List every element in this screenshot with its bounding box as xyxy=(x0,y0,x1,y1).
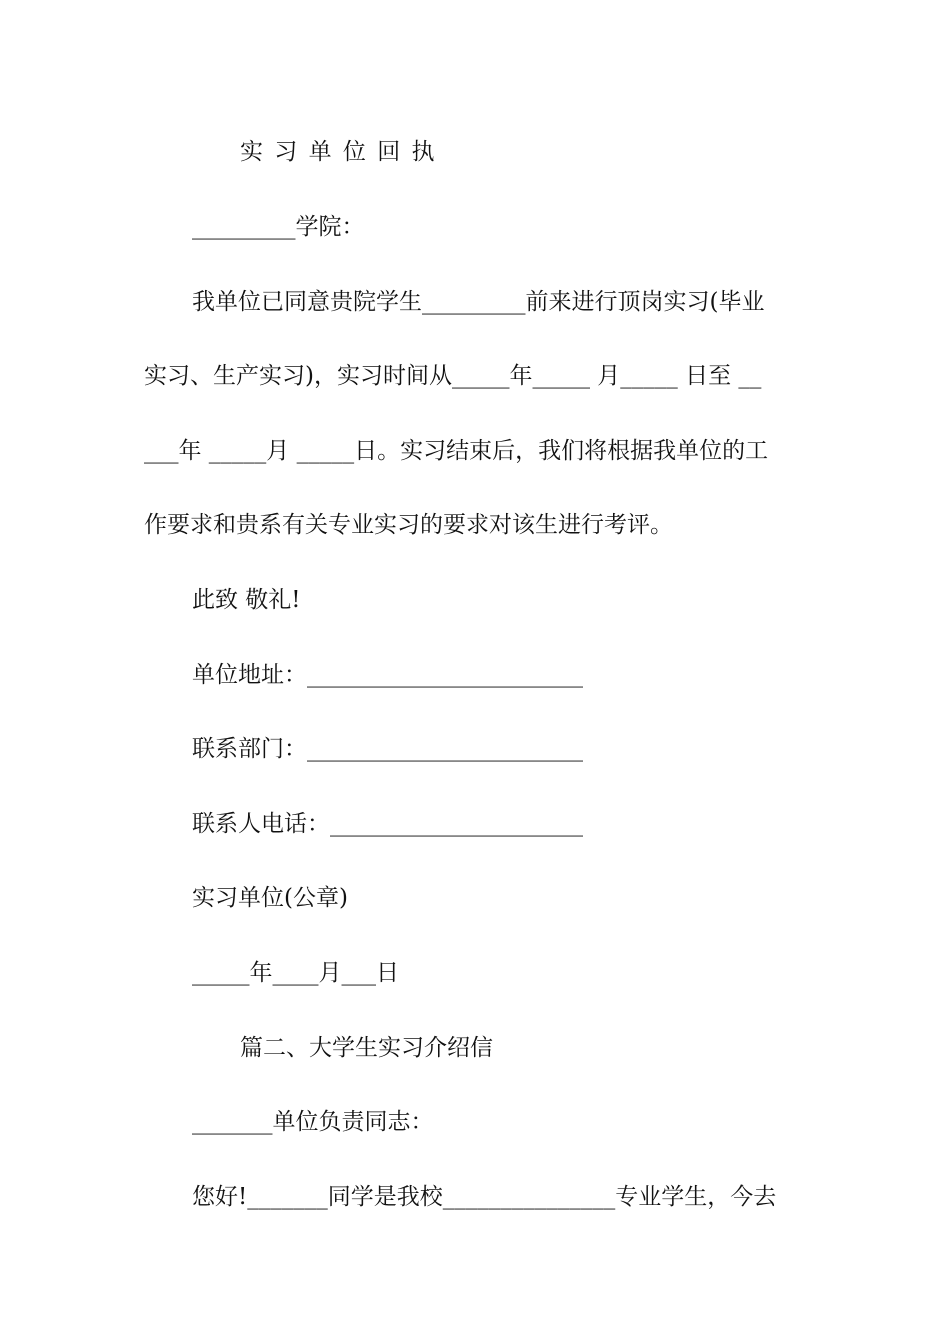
receipt-body-line-2: 实习、生产实习)，实习时间从_____年_____ 月_____ 日至 __ xyxy=(144,363,762,389)
section-heading: 篇二、大学生实习介绍信 xyxy=(240,1035,493,1061)
receipt-body-line-1: 我单位已同意贵院学生_________前来进行顶岗实习(毕业 xyxy=(192,289,765,315)
letter-body-line-1: 您好!_______同学是我校_______________专业学生，今去 xyxy=(192,1184,777,1210)
receipt-closing: 此致 敬礼! xyxy=(192,587,301,613)
receipt-body-line-3: ___年 _____月 _____日。实习结束后，我们将根据我单位的工 xyxy=(144,438,769,464)
receipt-body-line-4: 作要求和贵系有关专业实习的要求对该生进行考评。 xyxy=(144,512,673,538)
unit-address-field: 单位地址：________________________ xyxy=(192,662,583,688)
receipt-title: 实 习 单 位 回 执 xyxy=(240,139,437,165)
contact-department-field: 联系部门：________________________ xyxy=(192,736,583,762)
receipt-salutation: _________学院： xyxy=(192,214,365,240)
receipt-date-line: _____年____月___日 xyxy=(192,960,399,986)
contact-phone-field: 联系人电话：______________________ xyxy=(192,811,583,837)
letter-salutation: _______单位负责同志： xyxy=(192,1109,434,1135)
seal-label: 实习单位(公章) xyxy=(192,885,348,911)
